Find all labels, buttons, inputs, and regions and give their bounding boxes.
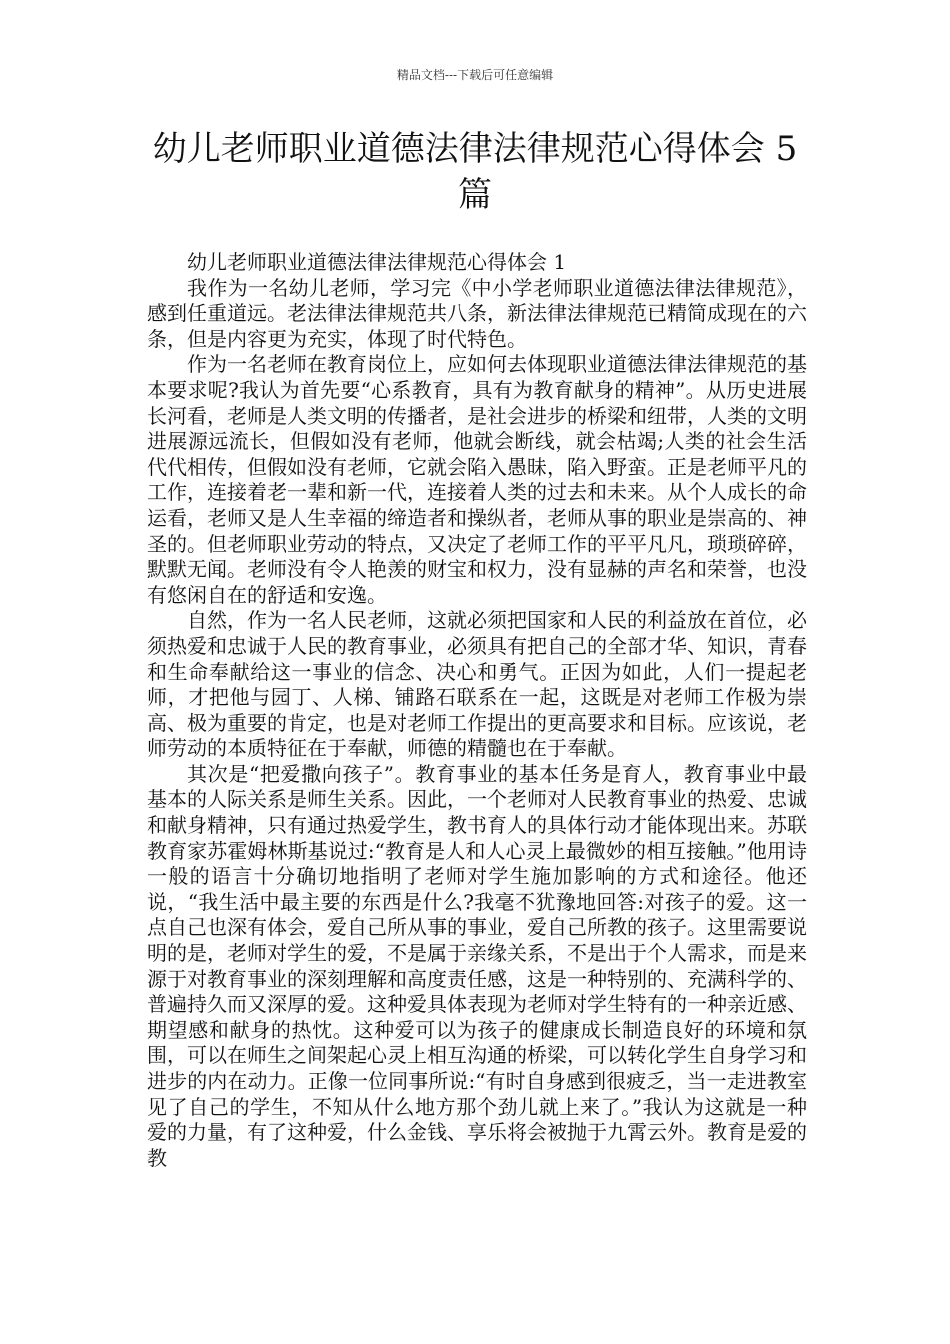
page-header: 精品文档---下载后可任意编辑 [396,68,554,82]
paragraph-3: 自然，作为一名人民老师，这就必须把国家和人民的利益放在首位，必须热爱和忠诚于人民的教育事业，必须具有把自己的全部才华、知识，青春和生命奉献给这一事业的信念、决心和勇气。正因为如此，人们一提起老师，才把他与园丁、人梯、铺路石联系在一起，这既是对老师工作极为崇高、极为重要的肯定，也是对老师工作提出的更高要求和目标。应该说，老师劳动的本质特征在于奉献，师德的精髓也在于奉献。 [147,608,807,761]
document-title: 幼儿老师职业道德法律法律规范心得体会 5 篇 [152,129,798,215]
paragraph-4: 其次是“把爱撒向孩子”。教育事业的基本任务是育人，教育事业中最基本的人际关系是师生关系。因此，一个老师对人民教育事业的热爱、忠诚和献身精神，只有通过热爱学生，教书育人的具体行动才能体现出来。苏联教育家苏霍姆林斯基说过:“教育是人和人心灵上最微妙的相互接触。”他用诗一般的语言十分确切地指明了老师对学生施加影响的方式和途径。他还说，“我生活中最主要的东西是什么?我毫不犹豫地回答:对孩子的爱。这一点自己也深有体会，爱自己所从事的事业，爱自己所教的孩子。这里需要说明的是，老师对学生的爱，不是属于亲缘关系，不是出于个人需求，而是来源于对教育事业的深刻理解和高度责任感，这是一种特别的、充满科学的、普遍持久而又深厚的爱。这种爱具体表现为老师对学生特有的一种亲近感、期望感和献身的热忱。这种爱可以为孩子的健康成长制造良好的环境和氛围，可以在师生之间架起心灵上相互沟通的桥梁，可以转化学生自身学习和进步的内在动力。正像一位同事所说:“有时自身感到很疲乏，当一走进教室见了自己的学生，不知从什么地方那个劲儿就上来了。”我认为这就是一种爱的力量，有了这种爱，什么金钱、享乐将会被抛于九霄云外。教育是爱的教 [147,761,807,1170]
paragraph-2: 作为一名老师在教育岗位上，应如何去体现职业道德法律法律规范的基本要求呢?我认为首先要“心系教育，具有为教育献身的精神”。从历史进展长河看，老师是人类文明的传播者，是社会进步的桥梁和纽带，人类的文明进展源远流长，但假如没有老师，他就会断线，就会枯竭;人类的社会生活代代相传，但假如没有老师，它就会陷入愚昧，陷入野蛮。正是老师平凡的工作，连接着老一辈和新一代，连接着人类的过去和未来。从个人成长的命运看，老师又是人生幸福的缔造者和操纵者，老师从事的职业是崇高的、神圣的。但老师职业劳动的特点，又决定了老师工作的平平凡凡，琐琐碎碎，默默无闻。老师没有令人艳羡的财宝和权力，没有显赫的声名和荣誉，也没有悠闲自在的舒适和安逸。 [147,352,807,607]
section-subtitle: 幼儿老师职业道德法律法律规范心得体会 1 [187,250,567,274]
document-body [147,250,807,1171]
paragraph-1: 我作为一名幼儿老师，学习完《中小学老师职业道德法律法律规范》，感到任重道远。老法律法律规范共八条，新法律法律规范已精简成现在的六条，但是内容更为充实，体现了时代特色。 [147,275,807,351]
